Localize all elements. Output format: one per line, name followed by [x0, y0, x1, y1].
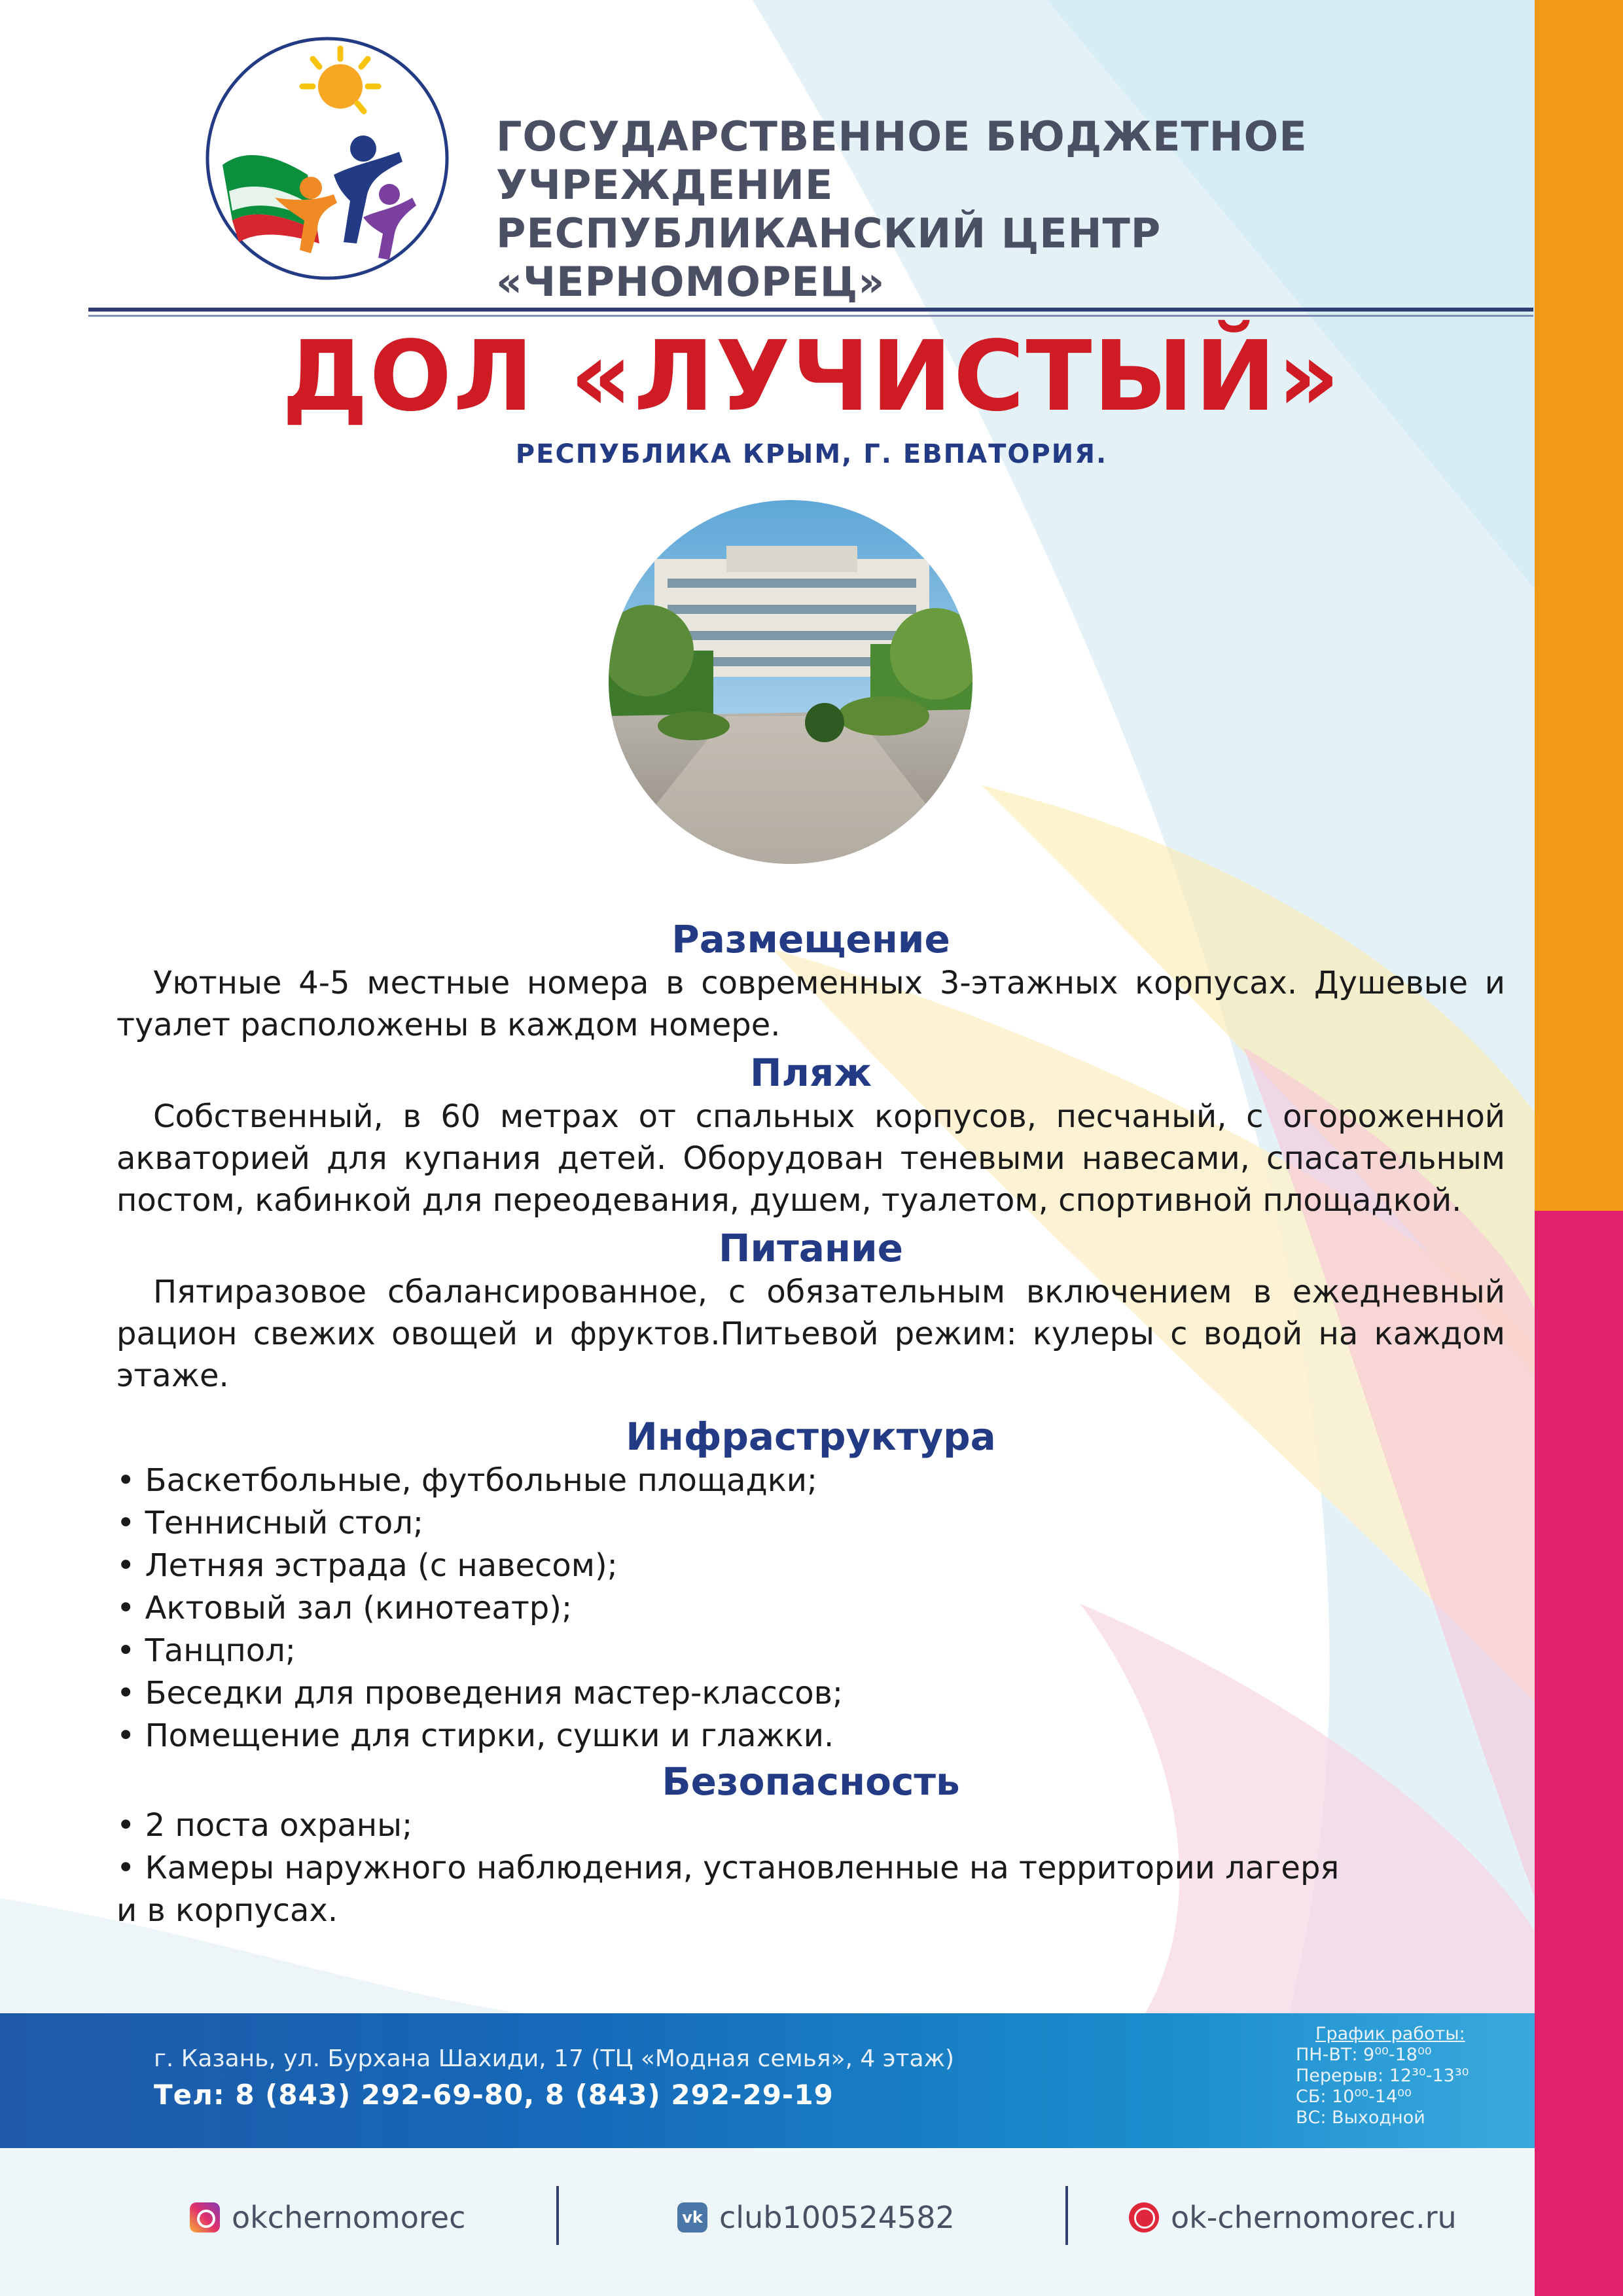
vk-icon: vk	[677, 2202, 707, 2233]
chernomorec-logo	[203, 34, 452, 283]
social-vk[interactable]	[677, 2191, 955, 2244]
section-text-beach: Собственный, в 60 метрах от спальных корпусов, песчаный, с огороженной акваторией для купания детей. Оборудован теневыми навесами, спасательным постом, кабинкой для переодевания, душем, туалетом, спортивной площадкой.	[116, 1098, 1505, 1219]
website-link[interactable]: ok-chernomorec.ru	[1171, 2200, 1457, 2235]
working-hours-title: График работы:	[1315, 2024, 1465, 2044]
section-title-food: Питание	[719, 1226, 903, 1270]
list-item: • Теннисный стол;	[116, 1505, 424, 1541]
page-subtitle: РЕСПУБЛИКА КРЫМ, Г. ЕВПАТОРИЯ.	[515, 439, 1108, 469]
working-hours-line: ПН-ВТ: 9⁰⁰-18⁰⁰	[1296, 2045, 1432, 2065]
working-hours	[1296, 2024, 1512, 2128]
section-title-infrastructure: Инфраструктура	[626, 1414, 996, 1459]
org-name-line-1: ГОСУДАРСТВЕННОЕ БЮДЖЕТНОЕ УЧРЕЖДЕНИЕ	[496, 113, 1308, 209]
list-item: • Танцпол;	[116, 1632, 296, 1669]
web-icon	[1129, 2202, 1159, 2233]
instagram-handle[interactable]: okchernomorec	[232, 2200, 466, 2235]
working-hours-line: Перерыв: 12³⁰-13³⁰	[1296, 2066, 1469, 2086]
list-item: • Камеры наружного наблюдения, установленные на территории лагеря	[116, 1850, 1340, 1886]
header-divider-thin	[88, 315, 1533, 317]
list-item: • Баскетбольные, футбольные площадки;	[116, 1462, 818, 1499]
working-hours-line: СБ: 10⁰⁰-14⁰⁰	[1296, 2087, 1412, 2107]
vk-handle[interactable]: club100524582	[719, 2200, 955, 2235]
working-hours-line: ВС: Выходной	[1296, 2108, 1425, 2128]
list-item: • Помещение для стирки, сушки и глажки.	[116, 1717, 834, 1754]
org-name-line-2: РЕСПУБЛИКАНСКИЙ ЦЕНТР «ЧЕРНОМОРЕЦ»	[496, 209, 1162, 306]
list-item: • Беседки для проведения мастер-классов;	[116, 1675, 844, 1712]
main-content	[116, 916, 1505, 1932]
camp-building-photo	[609, 500, 972, 864]
social-website[interactable]	[1129, 2191, 1457, 2244]
instagram-icon	[190, 2202, 220, 2233]
section-title-beach: Пляж	[750, 1050, 872, 1095]
footer-separator	[1065, 2186, 1068, 2245]
page-title: ДОЛ «ЛУЧИСТЫЙ»	[281, 320, 1342, 433]
footer-separator	[556, 2186, 559, 2245]
list-item: и в корпусах.	[116, 1892, 338, 1929]
security-list	[116, 1804, 1505, 1932]
section-text-food: Пятиразовое сбалансированное, с обязательным включением в ежедневный рацион свежих овощей и фруктов.Питьевой режим: кулеры с водой на каждом этаже.	[116, 1274, 1505, 1394]
phone-numbers: Тел: 8 (843) 292-69-80, 8 (843) 292-29-19	[154, 2079, 834, 2111]
list-item: • 2 поста охраны;	[116, 1807, 413, 1844]
section-title-placement: Размещение	[671, 917, 950, 961]
pink-side-stripe	[1535, 1211, 1623, 2296]
social-instagram[interactable]	[190, 2191, 465, 2244]
section-title-security: Безопасность	[662, 1759, 960, 1804]
list-item: • Актовый зал (кинотеатр);	[116, 1590, 573, 1626]
organization-name	[496, 113, 1445, 306]
address-text: г. Казань, ул. Бурхана Шахиди, 17 (ТЦ «Модная семья», 4 этаж)	[154, 2045, 955, 2072]
section-text-placement: Уютные 4-5 местные номера в современных 3-этажных корпусах. Душевые и туалет расположены в каждом номере.	[116, 965, 1505, 1043]
list-item: • Летняя эстрада (с навесом);	[116, 1547, 618, 1584]
header-divider	[88, 308, 1533, 312]
infrastructure-list	[116, 1460, 1505, 1757]
